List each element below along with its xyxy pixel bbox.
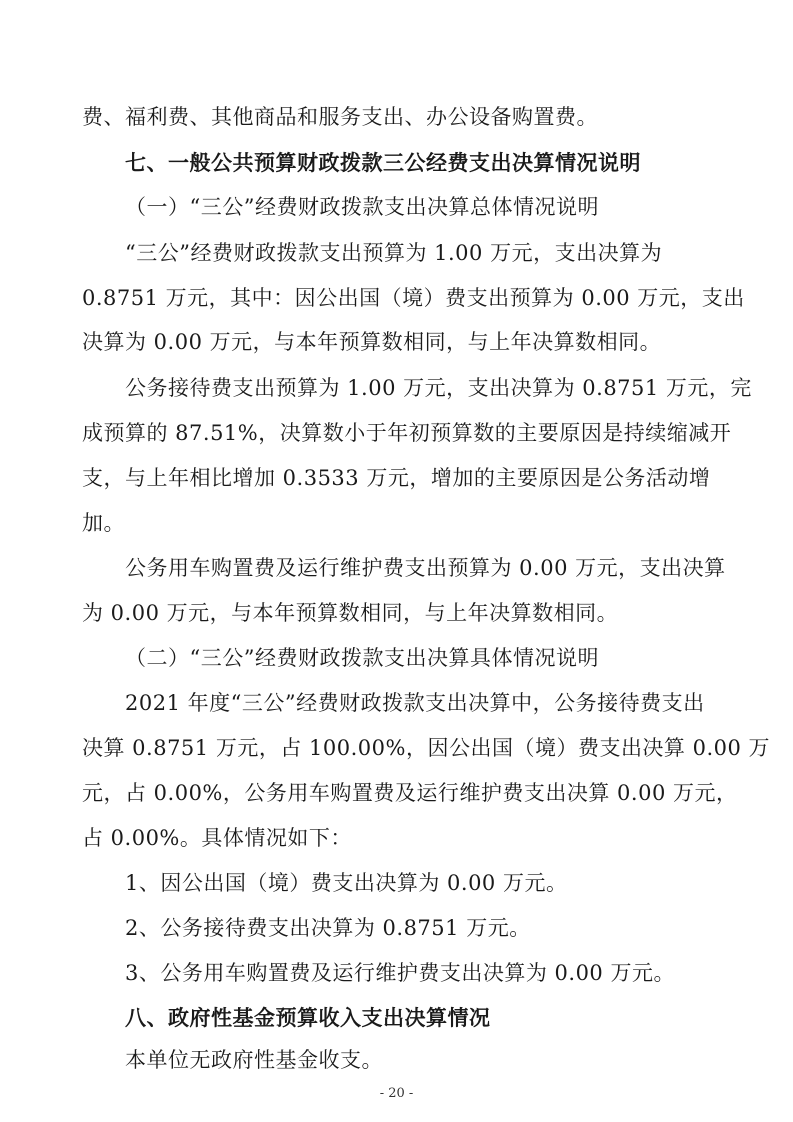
paragraph-line: 0.8751 万元，其中：因公出国（境）费支出预算为 0.00 万元，支出 <box>82 286 745 310</box>
paragraph-line: 成预算的 87.51%，决算数小于年初预算数的主要原因是持续缩减开 <box>82 421 732 445</box>
paragraph-line: 为 0.00 万元，与本年预算数相同，与上年决算数相同。 <box>82 601 619 625</box>
list-item: 1、因公出国（境）费支出决算为 0.00 万元。 <box>125 871 568 895</box>
paragraph-line: 加。 <box>82 511 125 535</box>
paragraph-line: 公务用车购置费及运行维护费支出预算为 0.00 万元，支出决算 <box>125 556 726 580</box>
section-heading-seven: 七、一般公共预算财政拨款三公经费支出决算情况说明 <box>125 151 641 175</box>
paragraph-line: 支，与上年相比增加 0.3533 万元，增加的主要原因是公务活动增 <box>82 466 711 490</box>
list-item: 3、公务用车购置费及运行维护费支出决算为 0.00 万元。 <box>125 961 675 985</box>
subsection-heading-one: （一）“三公”经费财政拨款支出决算总体情况说明 <box>125 195 599 219</box>
paragraph-line: 本单位无政府性基金收支。 <box>125 1048 383 1072</box>
paragraph-line: 2021 年度“三公”经费财政拨款支出决算中，公务接待费支出 <box>125 691 705 715</box>
paragraph-line: 决算为 0.00 万元，与本年预算数相同，与上年决算数相同。 <box>82 330 662 354</box>
paragraph-line: 占 0.00%。具体情况如下： <box>82 826 352 850</box>
paragraph-line: 费、福利费、其他商品和服务支出、办公设备购置费。 <box>82 105 598 129</box>
list-item: 2、公务接待费支出决算为 0.8751 万元。 <box>125 916 531 940</box>
section-heading-eight: 八、政府性基金预算收入支出决算情况 <box>125 1006 491 1030</box>
subsection-heading-two: （二）“三公”经费财政拨款支出决算具体情况说明 <box>125 646 599 670</box>
paragraph-line: “三公”经费财政拨款支出预算为 1.00 万元，支出决算为 <box>125 241 663 265</box>
paragraph-line: 元，占 0.00%，公务用车购置费及运行维护费支出决算 0.00 万元， <box>82 781 738 805</box>
paragraph-line: 决算 0.8751 万元，占 100.00%，因公出国（境）费支出决算 0.00 万 <box>82 736 771 760</box>
page-number: - 20 - <box>379 1086 414 1101</box>
paragraph-line: 公务接待费支出预算为 1.00 万元，支出决算为 0.8751 万元，完 <box>125 376 752 400</box>
